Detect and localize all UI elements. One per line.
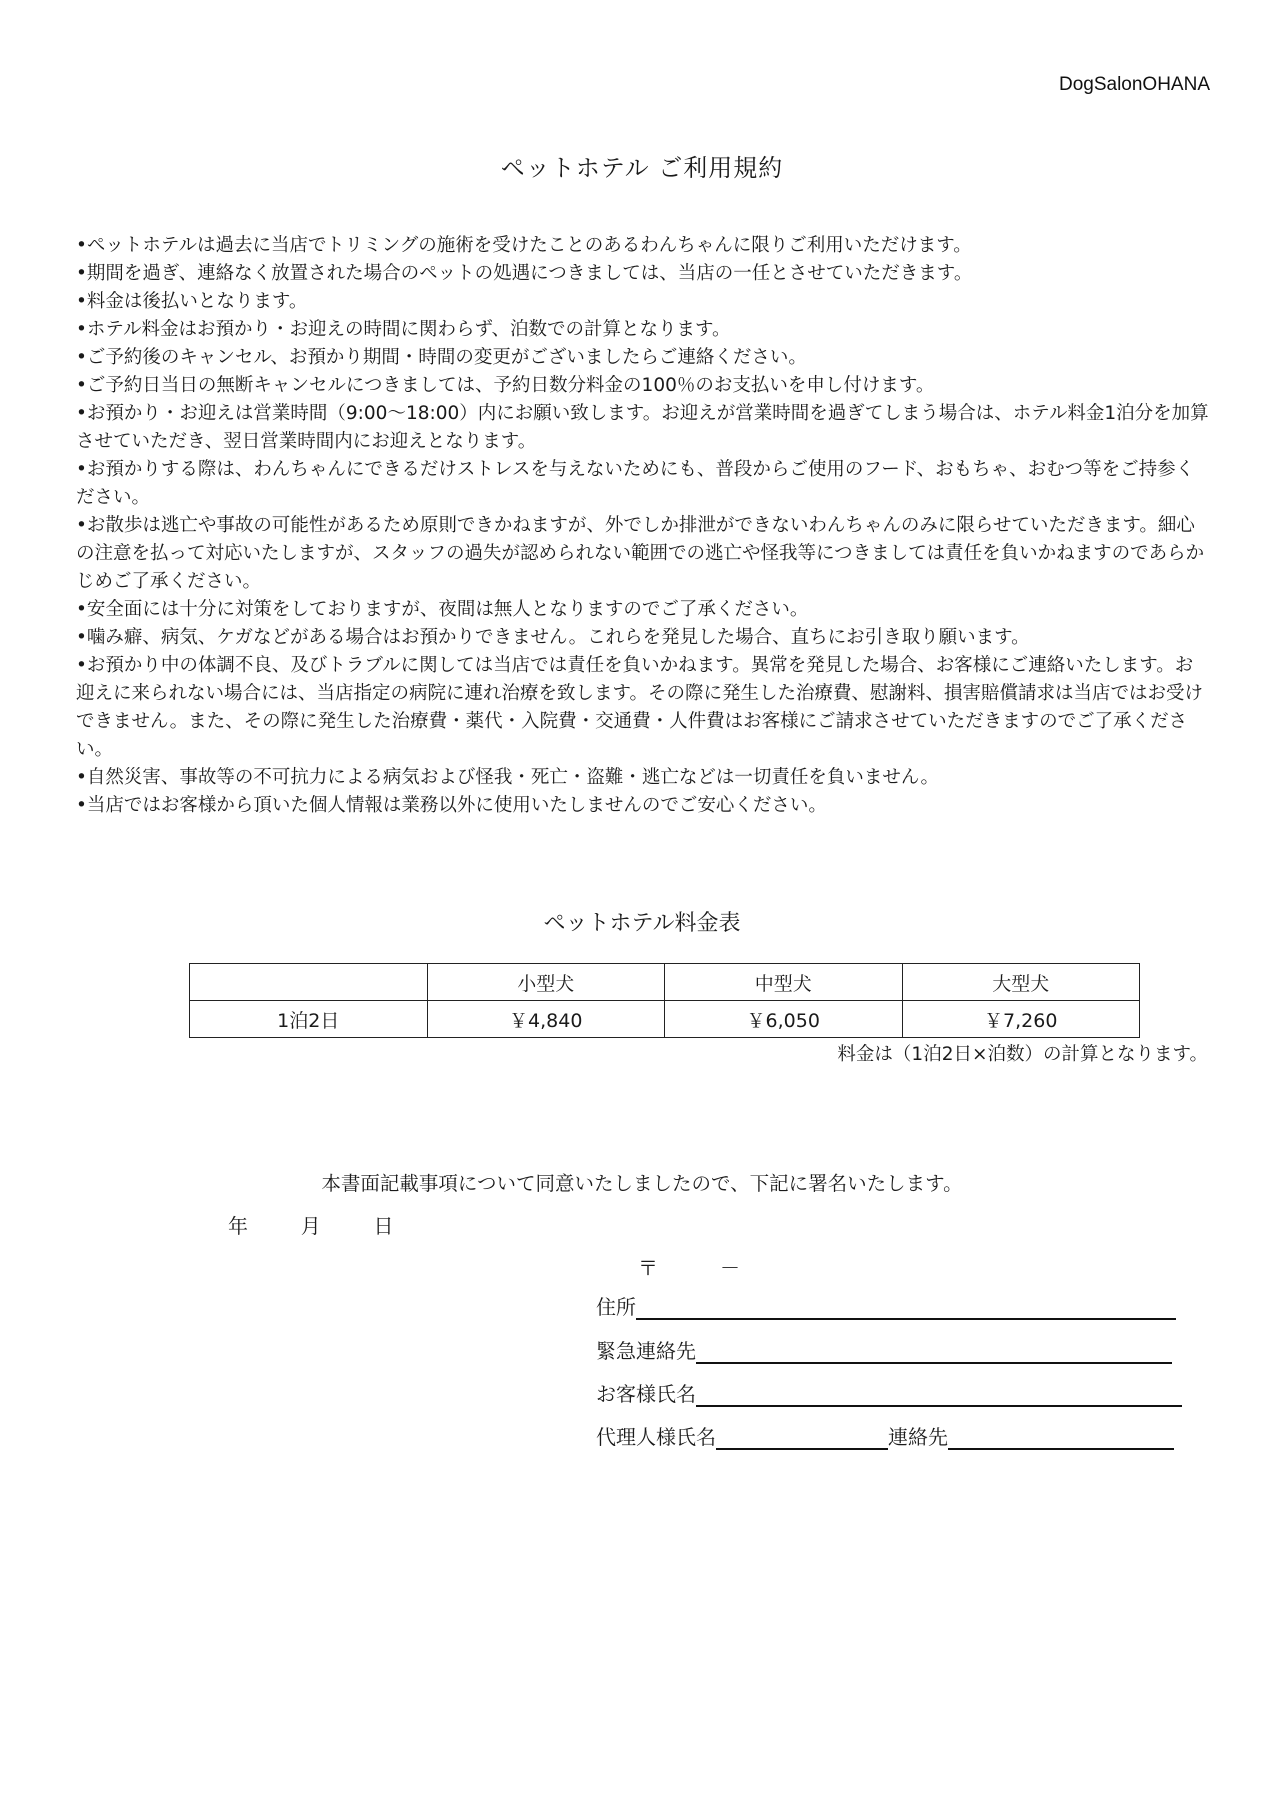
emergency-contact-label: 緊急連絡先 — [596, 1339, 696, 1363]
postal-dash: － — [720, 1256, 740, 1280]
price-table — [189, 963, 1140, 1038]
term-item: •ペットホテルは過去に当店でトリミングの施術を受けたことのあるわんちゃんに限りご利用いただけます。 — [76, 235, 972, 256]
term-item: •ご予約日当日の無断キャンセルにつきましては、予約日数分料金の100％のお支払いを申し付けます。 — [76, 375, 935, 396]
date-month-label: 月 — [300, 1214, 321, 1238]
document-title: ペットホテル ご利用規約 — [500, 154, 784, 182]
agent-row — [596, 1420, 1174, 1450]
price-table-title: ペットホテル料金表 — [543, 911, 741, 936]
price-table-cell: ￥7,260 — [902, 1001, 1140, 1038]
price-table-cell: ￥6,050 — [665, 1001, 903, 1038]
term-item: •当店ではお客様から頂いた個人情報は業務以外に使用いたしませんのでご安心ください。 — [76, 795, 827, 816]
postal-mark: 〒 — [638, 1256, 658, 1280]
price-note: 料金は（1泊2日×泊数）の計算となります。 — [837, 1044, 1208, 1065]
date-year-label: 年 — [228, 1214, 248, 1238]
shop-name: DogSalonOHANA — [1058, 74, 1210, 95]
term-item: •お散歩は逃亡や事故の可能性があるため原則できかねますが、外でしか排泄ができないわんちゃんのみに限らせていただきます。細心の注意を払って対応いたしますが、スタッフの過失が認められない範囲での逃亡や怪我等につきましては責任を負いかねますのであらかじめご了承ください。 — [76, 515, 1205, 592]
price-table-header-cell: 小型犬 — [427, 964, 665, 1001]
address-row — [596, 1290, 1176, 1320]
price-table-cell: ￥4,840 — [427, 1001, 665, 1038]
term-item: •ホテル料金はお預かり・お迎えの時間に関わらず、泊数での計算となります。 — [76, 319, 731, 340]
emergency-contact-row — [596, 1334, 1172, 1364]
terms-list — [76, 232, 1210, 820]
emergency-contact-line[interactable] — [696, 1338, 1172, 1364]
price-table-row — [190, 1001, 1140, 1038]
term-item: •安全面には十分に対策をしておりますが、夜間は無人となりますのでご了承ください。 — [76, 599, 809, 620]
term-item: •ご予約後のキャンセル、お預かり期間・時間の変更がございましたらご連絡ください。 — [76, 347, 807, 368]
price-table-header-cell: 中型犬 — [665, 964, 903, 1001]
address-line[interactable] — [636, 1294, 1176, 1320]
date-day-label: 日 — [373, 1214, 394, 1238]
date-row — [228, 1210, 393, 1239]
contact-label: 連絡先 — [888, 1425, 948, 1449]
address-label: 住所 — [596, 1295, 636, 1319]
agent-name-label: 代理人様氏名 — [596, 1425, 716, 1449]
term-item: •期間を過ぎ、連絡なく放置された場合のペットの処遇につきましては、当店の一任とさせていただきます。 — [76, 263, 973, 284]
agent-name-line[interactable] — [716, 1424, 888, 1450]
term-item: •お預かり・お迎えは営業時間（9:00～18:00）内にお願い致します。お迎えが営業時間を過ぎてしまう場合は、ホテル料金1泊分を加算させていただき、翌日営業時間内にお迎えとなります。 — [76, 403, 1209, 452]
price-table-header-cell: 大型犬 — [902, 964, 1140, 1001]
customer-name-line[interactable] — [696, 1381, 1182, 1407]
contact-line[interactable] — [948, 1424, 1174, 1450]
term-item: •お預かりする際は、わんちゃんにできるだけストレスを与えないためにも、普段からご使用のフード、おもちゃ、おむつ等をご持参ください。 — [76, 459, 1195, 508]
customer-name-label: お客様氏名 — [596, 1382, 696, 1406]
customer-name-row — [596, 1377, 1182, 1407]
term-item: •噛み癖、病気、ケガなどがある場合はお預かりできません。これらを発見した場合、直ちにお引き取り願います。 — [76, 627, 1030, 648]
agreement-statement: 本書面記載事項について同意いたしましたので、下記に署名いたします。 — [321, 1172, 963, 1195]
price-table-header-row — [190, 964, 1140, 1001]
term-item: •お預かり中の体調不良、及びトラブルに関しては当店では責任を負いかねます。異常を発見した場合、お客様にご連絡いたします。お迎えに来られない場合には、当店指定の病院に連れ治療を致します。その際に発生した治療費、慰謝料、損害賠償請求は当店ではお受けできません。また、その際に発生した治療費・薬代・入院費・交通費・人件費はお客様にご請求させていただきますのでご了承ください。 — [76, 655, 1204, 760]
postal-code-row — [638, 1252, 740, 1281]
term-item: •自然災害、事故等の不可抗力による病気および怪我・死亡・盗難・逃亡などは一切責任を負いません。 — [76, 767, 940, 788]
price-table-row-label: 1泊2日 — [190, 1001, 428, 1038]
term-item: •料金は後払いとなります。 — [76, 291, 308, 312]
price-table-header-cell — [190, 964, 428, 1001]
